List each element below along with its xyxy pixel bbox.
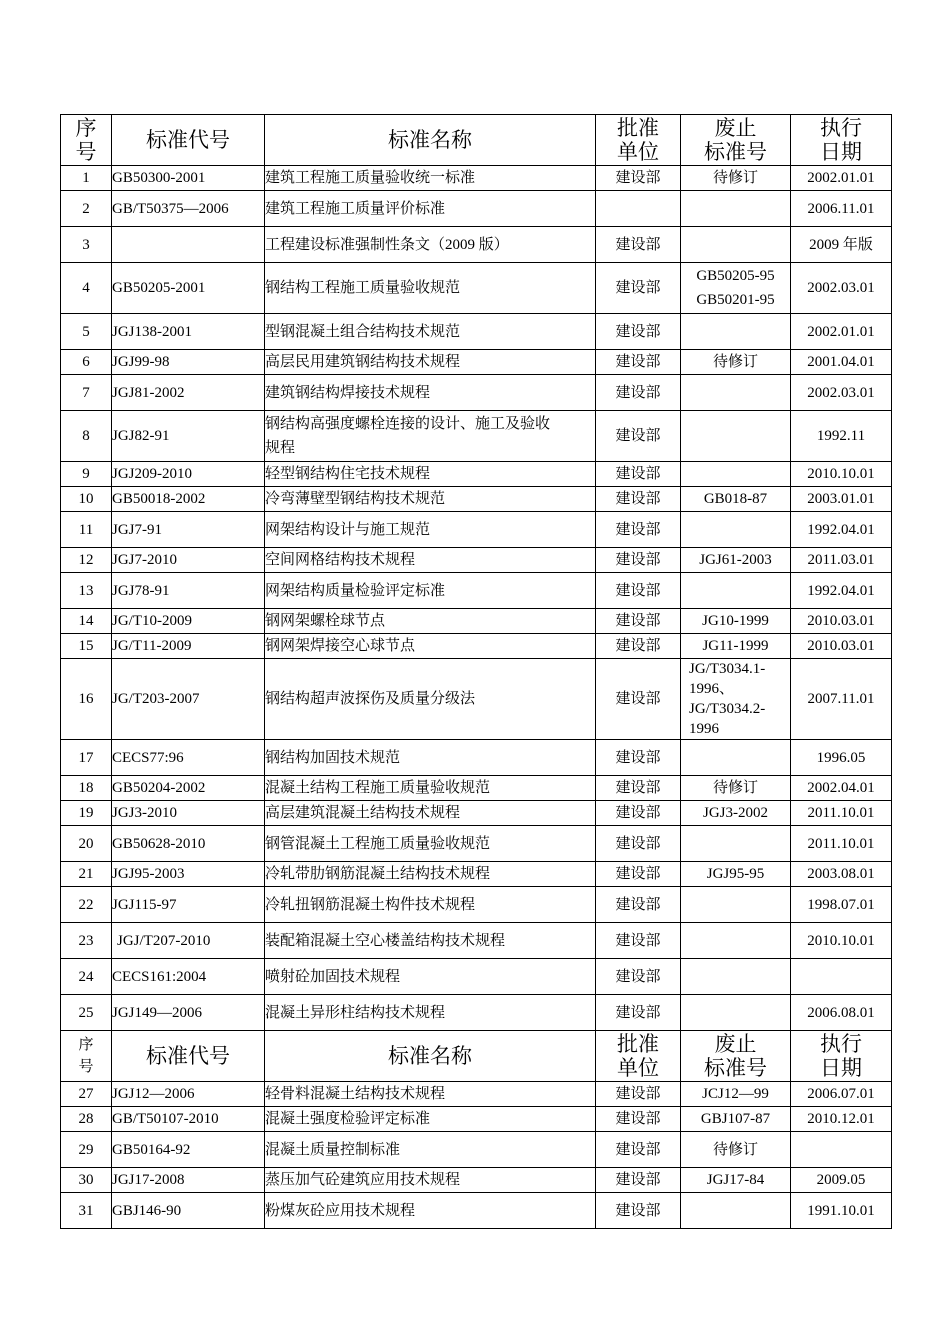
row-code: GB50204-2002 — [112, 776, 265, 801]
row-code: JGJ115-97 — [112, 887, 265, 923]
row-code: JGJ209-2010 — [112, 462, 265, 487]
row-date: 2006.08.01 — [791, 995, 892, 1031]
row-old — [681, 462, 791, 487]
row-unit: 建设部 — [596, 227, 681, 263]
row-no: 27 — [61, 1082, 112, 1107]
row-name: 冷轧带肋钢筋混凝土结构技术规程 — [265, 862, 596, 887]
row-date: 2006.07.01 — [791, 1082, 892, 1107]
row-unit: 建设部 — [596, 887, 681, 923]
row-no: 21 — [61, 862, 112, 887]
row-name: 喷射砼加固技术规程 — [265, 959, 596, 995]
row-date: 2002.03.01 — [791, 375, 892, 411]
row-no: 29 — [61, 1132, 112, 1168]
row-no: 14 — [61, 609, 112, 634]
header-old: 废止 标准号 — [681, 1031, 791, 1082]
row-code: JGJ3-2010 — [112, 801, 265, 826]
row-old — [681, 887, 791, 923]
row-no: 13 — [61, 573, 112, 609]
row-name: 型钢混凝土组合结构技术规范 — [265, 314, 596, 350]
row-name: 钢结构加固技术规范 — [265, 740, 596, 776]
row-name: 工程建设标准强制性条文（2009 版） — [265, 227, 596, 263]
row-unit: 建设部 — [596, 375, 681, 411]
row-code: GB50300-2001 — [112, 166, 265, 191]
row-date: 2002.01.01 — [791, 166, 892, 191]
row-no: 15 — [61, 634, 112, 659]
row-date: 2002.01.01 — [791, 314, 892, 350]
row-old — [681, 227, 791, 263]
row-no: 2 — [61, 191, 112, 227]
table-row — [61, 923, 892, 959]
table-row — [61, 166, 892, 191]
table-row — [61, 1082, 892, 1107]
row-unit: 建设部 — [596, 995, 681, 1031]
row-unit: 建设部 — [596, 659, 681, 740]
table-row — [61, 411, 892, 462]
row-name: 网架结构质量检验评定标准 — [265, 573, 596, 609]
row-code: JG/T11-2009 — [112, 634, 265, 659]
row-date: 2011.03.01 — [791, 548, 892, 573]
row-old: JGJ95-95 — [681, 862, 791, 887]
row-date: 2009.05 — [791, 1168, 892, 1193]
header-old: 废止 标准号 — [681, 115, 791, 166]
row-code: GB50628-2010 — [112, 826, 265, 862]
row-code: JGJ/T207-2010 — [112, 923, 265, 959]
header-no: 序 号 — [61, 1031, 112, 1082]
row-old: 待修订 — [681, 776, 791, 801]
row-no: 17 — [61, 740, 112, 776]
row-name: 轻骨料混凝土结构技术规程 — [265, 1082, 596, 1107]
row-code: JGJ17-2008 — [112, 1168, 265, 1193]
row-old: GBJ107-87 — [681, 1107, 791, 1132]
row-code — [112, 227, 265, 263]
table-header-repeat — [61, 1031, 892, 1082]
row-old — [681, 923, 791, 959]
row-date: 2010.03.01 — [791, 634, 892, 659]
row-date — [791, 959, 892, 995]
row-code: JGJ7-2010 — [112, 548, 265, 573]
row-old — [681, 375, 791, 411]
row-code: JGJ95-2003 — [112, 862, 265, 887]
row-name: 建筑工程施工质量评价标准 — [265, 191, 596, 227]
row-code: GBJ146-90 — [112, 1193, 265, 1229]
row-no: 16 — [61, 659, 112, 740]
table-row — [61, 314, 892, 350]
row-no: 12 — [61, 548, 112, 573]
row-old: JCJ12—99 — [681, 1082, 791, 1107]
row-date: 1992.04.01 — [791, 573, 892, 609]
row-code: CECS77:96 — [112, 740, 265, 776]
row-no: 10 — [61, 487, 112, 512]
row-name: 混凝土异形柱结构技术规程 — [265, 995, 596, 1031]
row-name: 钢结构工程施工质量验收规范 — [265, 263, 596, 314]
row-code: GB50018-2002 — [112, 487, 265, 512]
row-no: 23 — [61, 923, 112, 959]
row-old: 待修订 — [681, 166, 791, 191]
row-no: 8 — [61, 411, 112, 462]
table-row — [61, 995, 892, 1031]
table-row — [61, 191, 892, 227]
row-date: 2009 年版 — [791, 227, 892, 263]
row-name: 钢结构高强度螺栓连接的设计、施工及验收 规程 — [265, 411, 596, 462]
row-old — [681, 995, 791, 1031]
row-date: 1992.04.01 — [791, 512, 892, 548]
row-date: 2002.03.01 — [791, 263, 892, 314]
row-no: 30 — [61, 1168, 112, 1193]
row-unit: 建设部 — [596, 573, 681, 609]
row-code: JGJ138-2001 — [112, 314, 265, 350]
row-code: JG/T203-2007 — [112, 659, 265, 740]
row-date: 1996.05 — [791, 740, 892, 776]
row-date: 2011.10.01 — [791, 801, 892, 826]
row-date: 1992.11 — [791, 411, 892, 462]
row-no: 9 — [61, 462, 112, 487]
row-no: 5 — [61, 314, 112, 350]
row-unit: 建设部 — [596, 862, 681, 887]
row-date: 2010.10.01 — [791, 923, 892, 959]
row-unit: 建设部 — [596, 1168, 681, 1193]
table-row — [61, 609, 892, 634]
row-old — [681, 740, 791, 776]
row-old: JGJ17-84 — [681, 1168, 791, 1193]
row-old — [681, 826, 791, 862]
table-row — [61, 1132, 892, 1168]
row-unit: 建设部 — [596, 959, 681, 995]
row-no: 4 — [61, 263, 112, 314]
row-date: 2010.12.01 — [791, 1107, 892, 1132]
row-unit: 建设部 — [596, 411, 681, 462]
table-row — [61, 487, 892, 512]
standards-table — [60, 114, 892, 1229]
table-row — [61, 227, 892, 263]
row-date: 2007.11.01 — [791, 659, 892, 740]
row-name: 钢网架螺栓球节点 — [265, 609, 596, 634]
header-no: 序 号 — [61, 115, 112, 166]
row-old — [681, 411, 791, 462]
table-row — [61, 548, 892, 573]
table-row — [61, 801, 892, 826]
row-unit: 建设部 — [596, 487, 681, 512]
row-unit: 建设部 — [596, 776, 681, 801]
header-code: 标准代号 — [112, 115, 265, 166]
row-old — [681, 573, 791, 609]
row-name: 钢结构超声波探伤及质量分级法 — [265, 659, 596, 740]
row-old — [681, 1193, 791, 1229]
row-name: 冷轧扭钢筋混凝土构件技术规程 — [265, 887, 596, 923]
table-row — [61, 350, 892, 375]
row-unit — [596, 191, 681, 227]
row-no: 22 — [61, 887, 112, 923]
table-row — [61, 740, 892, 776]
row-old: JGJ3-2002 — [681, 801, 791, 826]
row-no: 1 — [61, 166, 112, 191]
row-no: 20 — [61, 826, 112, 862]
row-unit: 建设部 — [596, 923, 681, 959]
row-old — [681, 512, 791, 548]
row-code: JGJ99-98 — [112, 350, 265, 375]
table-row — [61, 375, 892, 411]
row-date: 2006.11.01 — [791, 191, 892, 227]
table-row — [61, 512, 892, 548]
table-row — [61, 462, 892, 487]
row-name: 钢管混凝土工程施工质量验收规范 — [265, 826, 596, 862]
row-unit: 建设部 — [596, 263, 681, 314]
table-row — [61, 862, 892, 887]
row-no: 6 — [61, 350, 112, 375]
row-code: GB/T50375—2006 — [112, 191, 265, 227]
row-name: 粉煤灰砼应用技术规程 — [265, 1193, 596, 1229]
table-row — [61, 1193, 892, 1229]
row-old: GB018-87 — [681, 487, 791, 512]
row-date: 1991.10.01 — [791, 1193, 892, 1229]
row-unit: 建设部 — [596, 1107, 681, 1132]
row-no: 18 — [61, 776, 112, 801]
row-old: JG10-1999 — [681, 609, 791, 634]
row-unit: 建设部 — [596, 801, 681, 826]
header-name: 标准名称 — [265, 115, 596, 166]
table-row — [61, 263, 892, 314]
row-name: 冷弯薄壁型钢结构技术规范 — [265, 487, 596, 512]
table-header — [61, 115, 892, 166]
row-old: 待修订 — [681, 350, 791, 375]
row-unit: 建设部 — [596, 826, 681, 862]
header-unit: 批准 单位 — [596, 115, 681, 166]
row-date: 2011.10.01 — [791, 826, 892, 862]
row-date — [791, 1132, 892, 1168]
row-unit: 建设部 — [596, 548, 681, 573]
row-code: JGJ82-91 — [112, 411, 265, 462]
row-unit: 建设部 — [596, 462, 681, 487]
table-row — [61, 1107, 892, 1132]
row-old — [681, 959, 791, 995]
row-code: JGJ149—2006 — [112, 995, 265, 1031]
row-name: 空间网格结构技术规程 — [265, 548, 596, 573]
row-date: 1998.07.01 — [791, 887, 892, 923]
row-date: 2003.01.01 — [791, 487, 892, 512]
row-name: 蒸压加气砼建筑应用技术规程 — [265, 1168, 596, 1193]
row-date: 2010.10.01 — [791, 462, 892, 487]
row-old — [681, 191, 791, 227]
row-no: 19 — [61, 801, 112, 826]
row-unit: 建设部 — [596, 634, 681, 659]
row-old — [681, 314, 791, 350]
row-unit: 建设部 — [596, 166, 681, 191]
header-code: 标准代号 — [112, 1031, 265, 1082]
table-row — [61, 887, 892, 923]
row-unit: 建设部 — [596, 1132, 681, 1168]
table-row — [61, 1168, 892, 1193]
row-unit: 建设部 — [596, 314, 681, 350]
row-code: JGJ12—2006 — [112, 1082, 265, 1107]
row-name: 钢网架焊接空心球节点 — [265, 634, 596, 659]
row-code: JGJ81-2002 — [112, 375, 265, 411]
row-date: 2001.04.01 — [791, 350, 892, 375]
row-date: 2002.04.01 — [791, 776, 892, 801]
header-date: 执行 日期 — [791, 1031, 892, 1082]
row-name: 混凝土强度检验评定标准 — [265, 1107, 596, 1132]
row-code: JGJ7-91 — [112, 512, 265, 548]
row-unit: 建设部 — [596, 609, 681, 634]
row-no: 28 — [61, 1107, 112, 1132]
row-no: 24 — [61, 959, 112, 995]
table-row — [61, 959, 892, 995]
row-name: 混凝土质量控制标准 — [265, 1132, 596, 1168]
table-row — [61, 634, 892, 659]
row-name: 高层民用建筑钢结构技术规程 — [265, 350, 596, 375]
row-no: 25 — [61, 995, 112, 1031]
row-old: GB50205-95 GB50201-95 — [681, 263, 791, 314]
table-row — [61, 573, 892, 609]
row-no: 31 — [61, 1193, 112, 1229]
row-name: 建筑钢结构焊接技术规程 — [265, 375, 596, 411]
table-row — [61, 776, 892, 801]
table-row — [61, 826, 892, 862]
row-old: 待修订 — [681, 1132, 791, 1168]
row-code: CECS161:2004 — [112, 959, 265, 995]
row-old: JGJ61-2003 — [681, 548, 791, 573]
row-no: 11 — [61, 512, 112, 548]
row-code: JG/T10-2009 — [112, 609, 265, 634]
table-row — [61, 659, 892, 740]
row-name: 装配箱混凝土空心楼盖结构技术规程 — [265, 923, 596, 959]
row-unit: 建设部 — [596, 1193, 681, 1229]
row-old: JG11-1999 — [681, 634, 791, 659]
row-date: 2003.08.01 — [791, 862, 892, 887]
row-code: JGJ78-91 — [112, 573, 265, 609]
row-name: 高层建筑混凝土结构技术规程 — [265, 801, 596, 826]
row-unit: 建设部 — [596, 740, 681, 776]
row-unit: 建设部 — [596, 350, 681, 375]
row-no: 7 — [61, 375, 112, 411]
row-code: GB50164-92 — [112, 1132, 265, 1168]
row-date: 2010.03.01 — [791, 609, 892, 634]
row-old: JG/T3034.1- 1996、JG/T3034.2- 1996 — [681, 659, 791, 740]
row-no: 3 — [61, 227, 112, 263]
row-unit: 建设部 — [596, 1082, 681, 1107]
header-unit: 批准 单位 — [596, 1031, 681, 1082]
row-name: 网架结构设计与施工规范 — [265, 512, 596, 548]
row-name: 建筑工程施工质量验收统一标准 — [265, 166, 596, 191]
row-code: GB/T50107-2010 — [112, 1107, 265, 1132]
header-name: 标准名称 — [265, 1031, 596, 1082]
row-name: 轻型钢结构住宅技术规程 — [265, 462, 596, 487]
row-name: 混凝土结构工程施工质量验收规范 — [265, 776, 596, 801]
row-code: GB50205-2001 — [112, 263, 265, 314]
header-date: 执行 日期 — [791, 115, 892, 166]
row-unit: 建设部 — [596, 512, 681, 548]
